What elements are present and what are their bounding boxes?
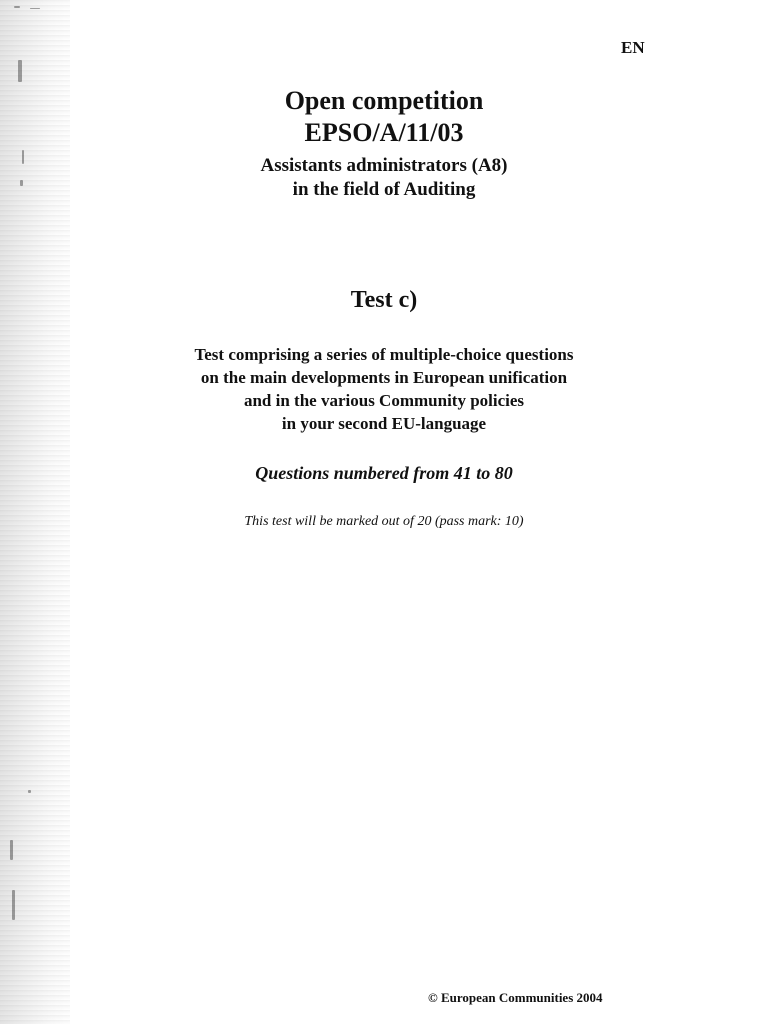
test-title: Test c) — [350, 287, 418, 313]
marking-note: This test will be marked out of 20 (pass mark: 10) — [244, 514, 524, 529]
competition-field: in the field of Auditing — [292, 179, 476, 200]
competition-reference: EPSO/A/11/03 — [304, 118, 464, 147]
test-description-line: in your second EU-language — [281, 414, 487, 433]
test-description-line: on the main developments in European unification — [200, 368, 568, 387]
competition-grade: Assistants administrators (A8) — [260, 155, 508, 176]
competition-heading: Open competition — [284, 86, 484, 115]
test-description-line: Test comprising a series of multiple-choice questions — [194, 345, 574, 364]
test-description-line: and in the various Community policies — [243, 391, 525, 410]
language-code: EN — [621, 38, 645, 57]
copyright-notice: © European Communities 2004 — [428, 990, 603, 1005]
questions-range: Questions numbered from 41 to 80 — [255, 463, 513, 483]
